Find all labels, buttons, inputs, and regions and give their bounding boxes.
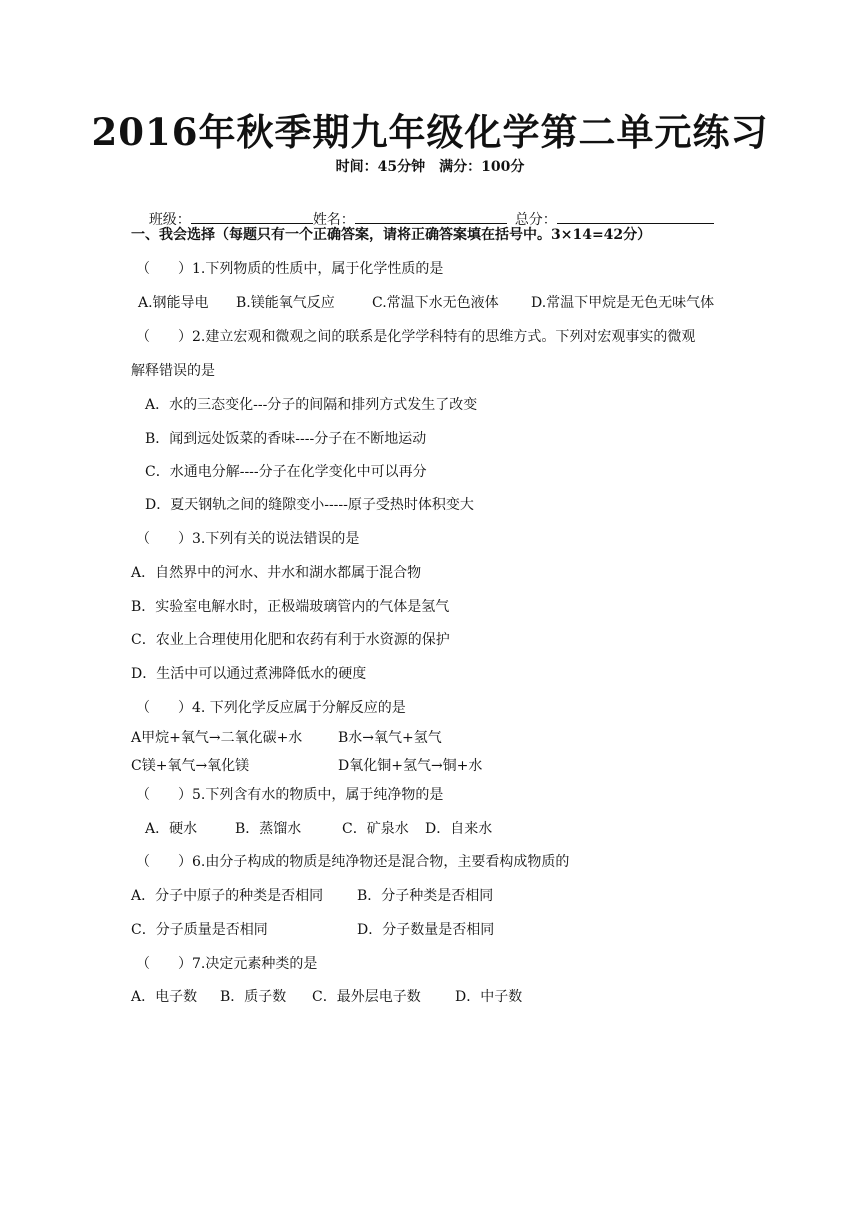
page-title: 2016年秋季期九年级化学第二单元练习 — [91, 110, 769, 154]
question-4-option-a: A甲烷+氧气→二氧化碳+水 — [131, 730, 303, 746]
question-2-stem: （ ）2.建立宏观和微观之间的联系是化学学科特有的思维方式。下列对宏观事实的微观 — [136, 329, 696, 345]
question-2-option-a: A．水的三态变化---分子的间隔和排列方式发生了改变 — [145, 397, 478, 413]
question-7-option-a: A．电子数 — [131, 989, 198, 1005]
class-blank[interactable] — [191, 209, 313, 224]
section-heading: 一、我会选择（每题只有一个正确答案，请将正确答案填在括号中。3×14=42分） — [131, 227, 652, 243]
question-1-option-c: C.常温下水无色液体 — [372, 295, 499, 311]
question-6-option-c: C．分子质量是否相同 — [131, 922, 268, 938]
question-6-option-a: A．分子中原子的种类是否相同 — [131, 888, 324, 904]
question-6-stem: （ ）6.由分子构成的物质是纯净物还是混合物，主要看构成物质的 — [136, 854, 570, 870]
question-3-option-b: B．实验室电解水时，正极端玻璃管内的气体是氢气 — [131, 599, 450, 615]
question-1-stem: （ ）1.下列物质的性质中，属于化学性质的是 — [136, 261, 444, 277]
question-3-option-d: D．生活中可以通过煮沸降低水的硬度 — [131, 666, 367, 682]
question-7-option-d: D．中子数 — [455, 989, 523, 1005]
question-2-option-b: B．闻到远处饭菜的香味----分子在不断地运动 — [145, 431, 427, 447]
question-2-option-c: C．水通电分解----分子在化学变化中可以再分 — [145, 464, 427, 480]
question-5-option-d: D．自来水 — [425, 821, 493, 837]
question-6-option-d: D．分子数量是否相同 — [357, 922, 495, 938]
question-3-option-c: C．农业上合理使用化肥和农药有利于水资源的保护 — [131, 632, 450, 648]
question-1-option-a: A.钢能导电 — [138, 295, 209, 311]
question-4-option-d: D氧化铜+氢气→铜+水 — [338, 758, 483, 774]
question-1-option-b: B.镁能氧气反应 — [236, 295, 335, 311]
question-5-option-a: A．硬水 — [145, 821, 198, 837]
question-2-stem-continued: 解释错误的是 — [131, 363, 215, 379]
exam-time-score-info: 时间：45分钟 满分：100分 — [335, 159, 525, 175]
question-5-option-b: B．蒸馏水 — [235, 821, 302, 837]
question-7-option-c: C．最外层电子数 — [312, 989, 421, 1005]
question-7-stem: （ ）7.决定元素种类的是 — [136, 956, 318, 972]
question-4-stem: （ ）4. 下列化学反应属于分解反应的是 — [136, 700, 406, 716]
score-label: 总分： — [514, 212, 557, 228]
question-2-option-d: D．夏天钢轨之间的缝隙变小-----原子受热时体积变大 — [145, 497, 474, 513]
question-7-option-b: B．质子数 — [220, 989, 287, 1005]
score-blank[interactable] — [557, 209, 714, 224]
question-6-option-b: B．分子种类是否相同 — [357, 888, 494, 904]
name-blank[interactable] — [355, 209, 507, 224]
question-3-stem: （ ）3.下列有关的说法错误的是 — [136, 531, 360, 547]
question-4-option-b: B水→氧气+氢气 — [338, 730, 442, 746]
question-5-option-c: C．矿泉水 — [342, 821, 409, 837]
question-1-option-d: D.常温下甲烷是无色无味气体 — [531, 295, 715, 311]
class-label: 班级： — [148, 212, 191, 228]
question-3-option-a: A．自然界中的河水、井水和湖水都属于混合物 — [131, 565, 422, 581]
question-5-stem: （ ）5.下列含有水的物质中，属于纯净物的是 — [136, 787, 444, 803]
question-4-option-c: C镁+氧气→氧化镁 — [131, 758, 250, 774]
name-label: 姓名： — [312, 212, 355, 228]
